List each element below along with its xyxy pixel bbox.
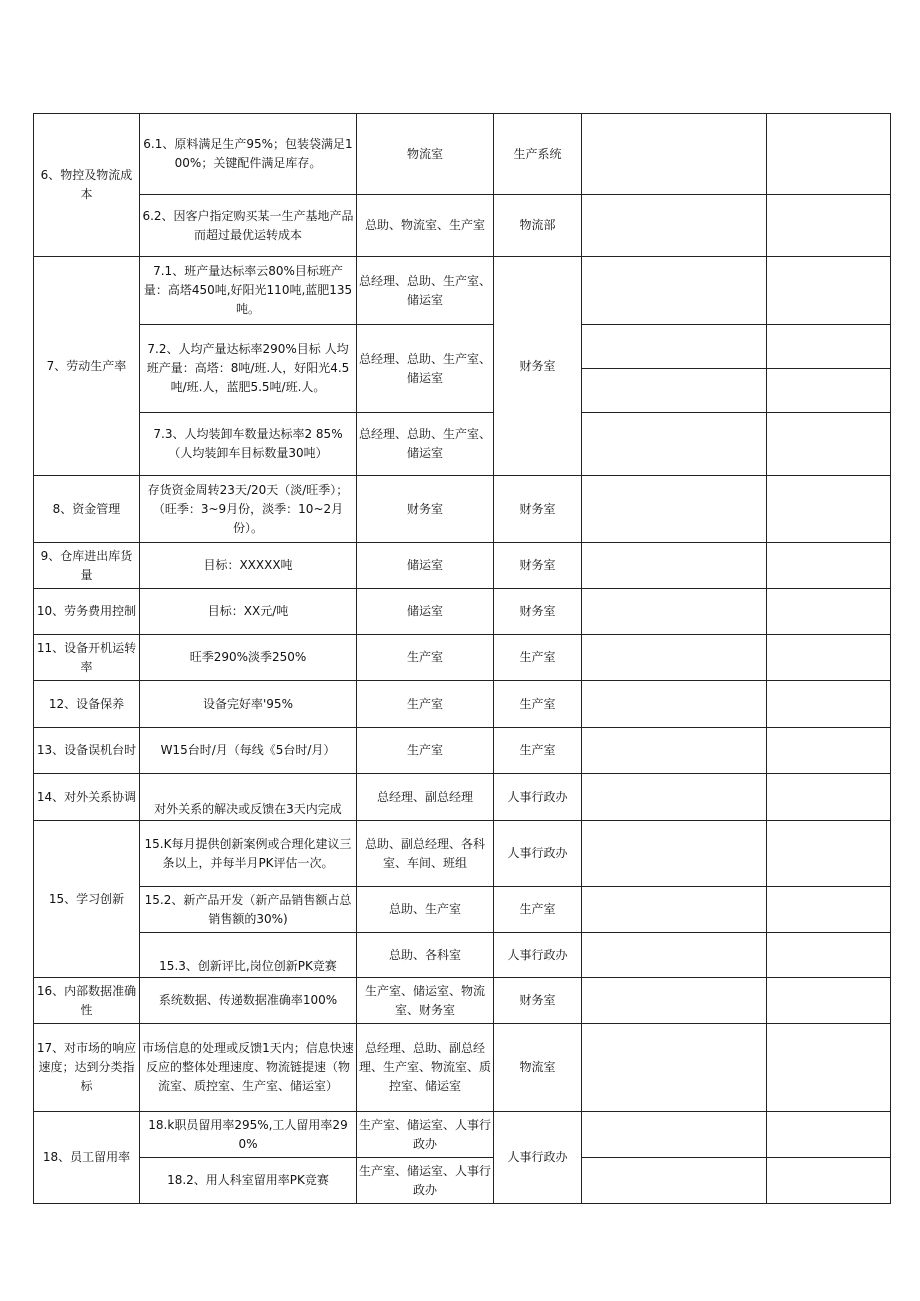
target-cell: 旺季290%淡季250%: [140, 635, 357, 681]
item-cell: 12、设备保养: [34, 681, 140, 728]
owner-cell: 财务室: [357, 476, 494, 543]
blank-cell: [582, 369, 767, 413]
dept-cell: 财务室: [494, 543, 582, 589]
owner-cell: 总助、各科室: [357, 933, 494, 978]
blank-cell: [582, 476, 767, 543]
owner-cell: 总助、物流室、生产室: [357, 195, 494, 257]
owner-cell: 总经理、总助、生产室、储运室: [357, 325, 494, 413]
table-row: [34, 887, 891, 933]
blank-cell: [767, 978, 891, 1024]
owner-cell: 总经理、总助、生产室、储运室: [357, 257, 494, 325]
owner-cell: 生产室: [357, 635, 494, 681]
blank-cell: [767, 413, 891, 476]
owner-cell: 生产室、储运室、人事行政办: [357, 1112, 494, 1158]
kpi-table: [33, 113, 891, 1204]
target-cell: 6.2、因客户指定购买某一生产基地产品而超过最优运转成本: [140, 195, 357, 257]
target-cell: 目标：XX元/吨: [140, 589, 357, 635]
table-row: [34, 774, 891, 821]
blank-cell: [582, 1024, 767, 1112]
item-cell: 17、对市场的响应速度；达到分类指标: [34, 1024, 140, 1112]
dept-cell: 财务室: [494, 589, 582, 635]
blank-cell: [767, 887, 891, 933]
target-cell: 7.3、人均装卸车数量达标率2 85%（人均装卸车目标数量30吨）: [140, 413, 357, 476]
blank-cell: [582, 257, 767, 325]
blank-cell: [767, 369, 891, 413]
table-row: [34, 589, 891, 635]
dept-cell: 物流室: [494, 1024, 582, 1112]
dept-cell: 生产室: [494, 887, 582, 933]
target-cell: 目标：XXXXX吨: [140, 543, 357, 589]
owner-cell: 储运室: [357, 589, 494, 635]
owner-cell: 总经理、副总经理: [357, 774, 494, 821]
target-cell: 对外关系的解决或反馈在3天内完成: [140, 774, 357, 821]
table-row: [34, 728, 891, 774]
blank-cell: [582, 1158, 767, 1204]
target-cell: 18.k职员留用率295%,工人留用率290%: [140, 1112, 357, 1158]
table-row: [34, 325, 891, 369]
table-row: [34, 114, 891, 195]
blank-cell: [582, 774, 767, 821]
target-cell: 6.1、原料满足生产95%；包装袋满足100%；关键配件满足库存。: [140, 114, 357, 195]
table-row: [34, 543, 891, 589]
table-row: [34, 476, 891, 543]
blank-cell: [582, 821, 767, 887]
blank-cell: [767, 1158, 891, 1204]
table-row: [34, 195, 891, 257]
table-row: [34, 1024, 891, 1112]
blank-cell: [767, 114, 891, 195]
dept-cell: 生产室: [494, 728, 582, 774]
dept-cell: 生产室: [494, 681, 582, 728]
table-row: [34, 257, 891, 325]
item-cell: 9、仓库进出库货量: [34, 543, 140, 589]
item-cell: 11、设备开机运转率: [34, 635, 140, 681]
owner-cell: 总经理、总助、生产室、储运室: [357, 413, 494, 476]
blank-cell: [582, 728, 767, 774]
blank-cell: [767, 325, 891, 369]
target-cell: 市场信息的处理或反馈1天内；信息快速反应的整体处理速度、物流链提速（物流室、质控室、生产室、储运室）: [140, 1024, 357, 1112]
blank-cell: [582, 543, 767, 589]
dept-cell: 财务室: [494, 978, 582, 1024]
blank-cell: [582, 413, 767, 476]
dept-cell: 人事行政办: [494, 1112, 582, 1204]
blank-cell: [767, 476, 891, 543]
blank-cell: [582, 887, 767, 933]
blank-cell: [767, 635, 891, 681]
target-cell: 设备完好率'95%: [140, 681, 357, 728]
blank-cell: [582, 589, 767, 635]
dept-cell: 生产系统: [494, 114, 582, 195]
owner-cell: 总经理、总助、副总经理、生产室、物流室、质控室、储运室: [357, 1024, 494, 1112]
item-cell: 6、物控及物流成本: [34, 114, 140, 257]
target-cell: 18.2、用人科室留用率PK竞赛: [140, 1158, 357, 1204]
item-cell: 10、劳务费用控制: [34, 589, 140, 635]
table-row: [34, 933, 891, 978]
owner-cell: 生产室: [357, 681, 494, 728]
item-cell: 15、学习创新: [34, 821, 140, 978]
blank-cell: [767, 257, 891, 325]
target-cell: 7.2、人均产量达标率290%目标 人均班产量：高塔：8吨/班.人，好阳光4.5吨/班.人，蓝肥5.5吨/班.人。: [140, 325, 357, 413]
blank-cell: [582, 635, 767, 681]
owner-cell: 生产室: [357, 728, 494, 774]
blank-cell: [582, 933, 767, 978]
owner-cell: 生产室、储运室、物流室、财务室: [357, 978, 494, 1024]
item-cell: 14、对外关系协调: [34, 774, 140, 821]
target-cell: 15.2、新产品开发（新产品销售额占总销售额的30%): [140, 887, 357, 933]
table-row: [34, 413, 891, 476]
dept-cell: 生产室: [494, 635, 582, 681]
item-cell: 13、设备误机台时: [34, 728, 140, 774]
dept-cell: 人事行政办: [494, 821, 582, 887]
target-cell: 7.1、班产量达标率云80%目标班产量：高塔450吨,好阳光110吨,蓝肥135吨。: [140, 257, 357, 325]
target-cell: 系统数据、传递数据准确率100%: [140, 978, 357, 1024]
blank-cell: [767, 589, 891, 635]
item-cell: 8、资金管理: [34, 476, 140, 543]
blank-cell: [767, 1112, 891, 1158]
item-cell: 7、劳动生产率: [34, 257, 140, 476]
table-row: [34, 1112, 891, 1158]
target-cell: W15台时/月（每线《5台时/月）: [140, 728, 357, 774]
target-cell: 存货资金周转23天/20天（淡/旺季）；（旺季：3~9月份，淡季：10~2月份）。: [140, 476, 357, 543]
owner-cell: 总助、副总经理、各科室、车间、班组: [357, 821, 494, 887]
dept-cell: 财务室: [494, 476, 582, 543]
blank-cell: [767, 681, 891, 728]
blank-cell: [582, 1112, 767, 1158]
table-row: [34, 978, 891, 1024]
owner-cell: 生产室、储运室、人事行政办: [357, 1158, 494, 1204]
blank-cell: [767, 774, 891, 821]
dept-cell: 财务室: [494, 257, 582, 476]
blank-cell: [767, 933, 891, 978]
blank-cell: [767, 821, 891, 887]
dept-cell: 物流部: [494, 195, 582, 257]
target-cell: 15.K每月提供创新案例或合理化建议三条以上，并每半月PK评估一次。: [140, 821, 357, 887]
blank-cell: [767, 195, 891, 257]
owner-cell: 物流室: [357, 114, 494, 195]
target-cell: 15.3、创新评比,岗位创新PK竞赛: [140, 933, 357, 978]
owner-cell: 储运室: [357, 543, 494, 589]
item-cell: 16、内部数据准确性: [34, 978, 140, 1024]
blank-cell: [582, 681, 767, 728]
table-row: [34, 1158, 891, 1204]
item-cell: 18、员工留用率: [34, 1112, 140, 1204]
blank-cell: [582, 325, 767, 369]
owner-cell: 总助、生产室: [357, 887, 494, 933]
blank-cell: [767, 1024, 891, 1112]
blank-cell: [582, 195, 767, 257]
table-row: [34, 635, 891, 681]
blank-cell: [767, 728, 891, 774]
table-row: [34, 681, 891, 728]
dept-cell: 人事行政办: [494, 933, 582, 978]
table-row: [34, 821, 891, 887]
dept-cell: 人事行政办: [494, 774, 582, 821]
blank-cell: [582, 978, 767, 1024]
blank-cell: [582, 114, 767, 195]
blank-cell: [767, 543, 891, 589]
